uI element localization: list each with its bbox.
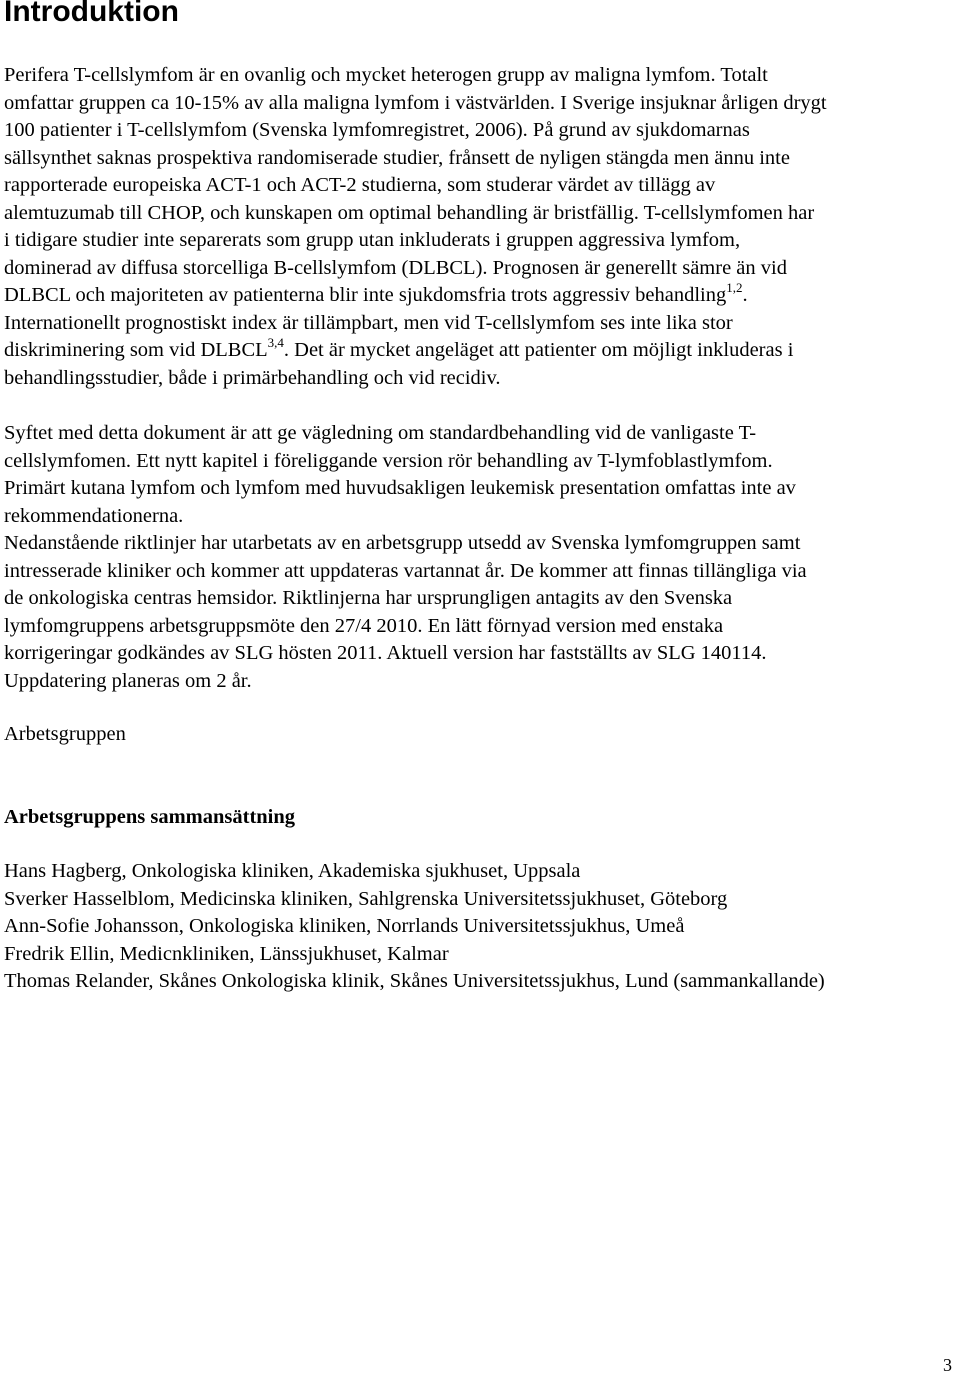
purpose-line: cellslymfomen. Ett nytt kapitel i föreliggande version rör behandling av T-lymfoblastlymfom. [4, 449, 773, 472]
intro-line: sällsynthet saknas prospektiva randomiserade studier, frånsett de nyligen stängda men ännu inte [4, 146, 790, 169]
intro-line: alemtuzumab till CHOP, och kunskapen om optimal behandling är bristfällig. T-cellslymfomen har [4, 201, 815, 224]
purpose-paragraph [4, 420, 960, 695]
intro-line-text: . [742, 284, 748, 306]
section-heading: Arbetsgruppens sammansättning [4, 806, 296, 828]
intro-line: Perifera T-cellslymfom är en ovanlig och mycket heterogen grupp av maligna lymfom. Totalt [4, 64, 768, 86]
citation-ref: 3,4 [267, 335, 284, 351]
member-item: Thomas Relander, Skånes Onkologiska klinik, Skånes Universitetssjukhus, Lund (sammankallande) [4, 970, 825, 992]
intro-line [4, 282, 960, 310]
intro-line: omfattar gruppen ca 10-15% av alla maligna lymfom i västvärlden. I Sverige insjuknar årligen drygt [4, 91, 827, 114]
purpose-line: intresserade kliniker och kommer att uppdateras vartannat år. De kommer att finnas tillängliga via [4, 559, 807, 582]
arbetsgruppen-label: Arbetsgruppen [4, 723, 126, 745]
intro-line: behandlingsstudier, både i primärbehandling och vid recidiv. [4, 366, 501, 389]
page-number: 3 [943, 1355, 952, 1375]
intro-line: Internationellt prognostiskt index är tillämpbart, men vid T-cellslymfom ses inte lika stor [4, 311, 733, 334]
intro-line: dominerad av diffusa storcelliga B-cellslymfom (DLBCL). Prognosen är generellt sämre än vid [4, 256, 787, 279]
purpose-line: lymfomgruppens arbetsgruppsmöte den 27/4 2010. En lätt förnyad version med enstaka [4, 614, 724, 637]
purpose-line: korrigeringar godkändes av SLG hösten 2011. Aktuell version har fastställts av SLG 140114. [4, 642, 767, 664]
intro-paragraph [4, 62, 960, 392]
purpose-line: Syftet med detta dokument är att ge vägledning om standardbehandling vid de vanligaste T- [4, 422, 757, 444]
purpose-line: de onkologiska centras hemsidor. Riktlinjerna har ursprungligen antagits av den Svenska [4, 587, 733, 609]
intro-line [4, 337, 960, 365]
intro-line-text: DLBCL och majoriteten av patienterna blir inte sjukdomsfria trots aggressiv behandling [4, 284, 727, 306]
member-item: Hans Hagberg, Onkologiska kliniken, Akademiska sjukhuset, Uppsala [4, 860, 581, 882]
purpose-line: rekommendationerna. [4, 504, 184, 527]
purpose-line: Primärt kutana lymfom och lymfom med huvudsakligen leukemisk presentation omfattas inte av [4, 477, 796, 499]
member-list [4, 858, 825, 996]
purpose-line: Uppdatering planeras om 2 år. [4, 669, 252, 692]
member-item: Fredrik Ellin, Medicnkliniken, Länssjukhuset, Kalmar [4, 942, 449, 965]
intro-line-text: . Det är mycket angeläget att patienter om möjligt inkluderas i [283, 339, 794, 361]
intro-line: i tidigare studier inte separerats som grupp utan inkluderats i gruppen aggressiva lymfom, [4, 229, 741, 251]
page-title: Introduktion [4, 0, 179, 28]
member-item: Sverker Hasselblom, Medicinska kliniken, Sahlgrenska Universitetssjukhuset, Göteborg [4, 887, 728, 910]
intro-line: 100 patienter i T-cellslymfom (Svenska lymfomregistret, 2006). På grund av sjukdomarnas [4, 119, 750, 141]
citation-ref: 1,2 [726, 280, 743, 296]
intro-line: rapporterade europeiska ACT-1 och ACT-2 studierna, som studerar värdet av tillägg av [4, 174, 716, 196]
intro-line-text: diskriminering som vid DLBCL [4, 339, 268, 361]
purpose-line: Nedanstående riktlinjer har utarbetats av en arbetsgrupp utsedd av Svenska lymfomgruppen samt [4, 532, 801, 554]
member-item: Ann-Sofie Johansson, Onkologiska kliniken, Norrlands Universitetssjukhus, Umeå [4, 915, 685, 937]
